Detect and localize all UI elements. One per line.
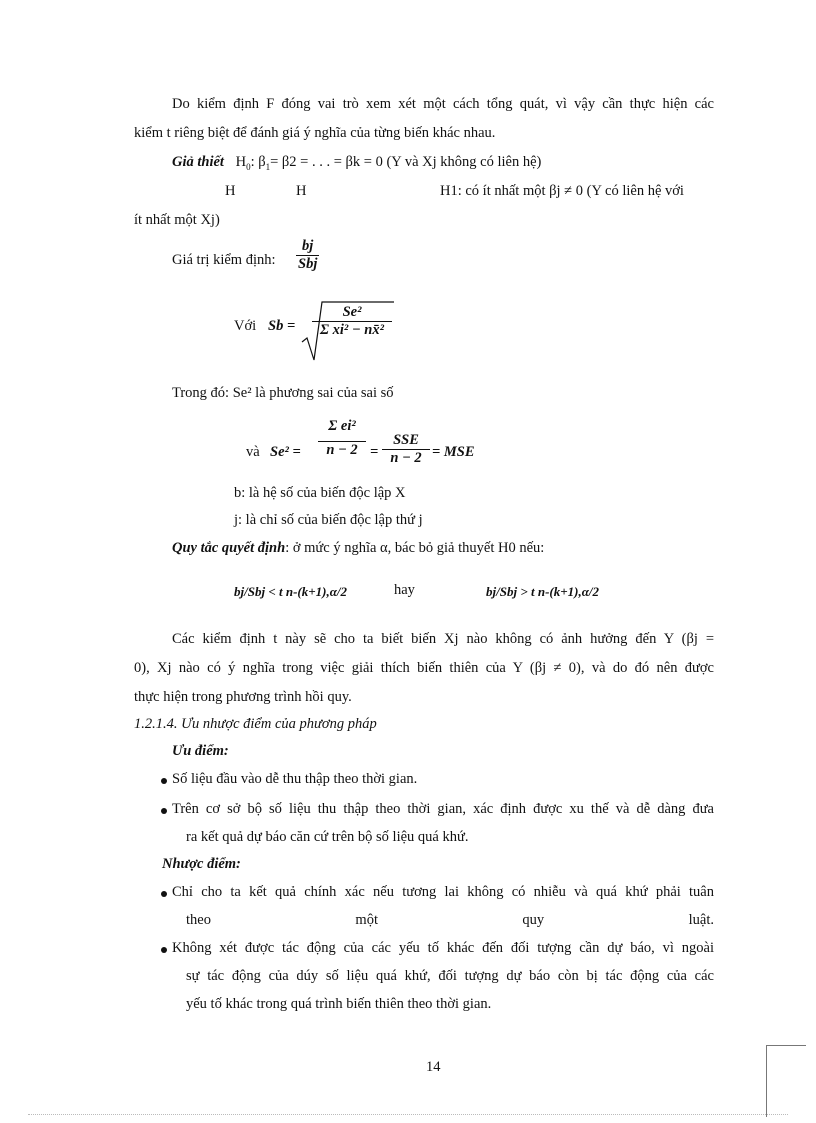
equals-sign: = (370, 444, 379, 460)
adv-item2-l1: Trên cơ sở bộ số liệu thu thập theo thời gian, xác định được xu thế và dễ dàng đưa (172, 801, 714, 817)
test-value-fraction (296, 238, 319, 273)
section-heading: 1.2.1.4. Ưu nhược điểm của phương pháp (134, 716, 377, 732)
dis-item2-l1: Không xét được tác động của các yếu tố khác đến đối tượng cần dự báo, vì ngoài (172, 940, 714, 956)
h0-text: = β2 = . . . = βk = 0 (Y và Xj không có liên hệ) (270, 154, 542, 170)
se-rhs: = MSE (432, 444, 475, 460)
page-bottom-border (28, 1114, 788, 1115)
test-den: Sbj (298, 256, 318, 272)
dis-item1-l1: Chỉ cho ta kết quả chính xác nếu tương lai không có nhiễu và quá khứ phải tuân (172, 884, 714, 900)
se-f2-num: SSE (393, 432, 419, 448)
sb-lhs: Sb = (268, 318, 296, 334)
bullet-icon (161, 778, 167, 784)
h-b: H (296, 183, 307, 199)
rule-text: : ở mức ý nghĩa α, bác bỏ giả thuyết H0 nếu: (285, 540, 545, 556)
se-f1-den: n − 2 (318, 441, 366, 459)
sb-num: Se² (342, 304, 362, 320)
para1-line2: kiểm t riêng biệt để đánh giá ý nghĩa của từng biến khác nhau. (134, 125, 496, 141)
def-j: j: là chỉ số của biến độc lập thứ j (234, 512, 423, 528)
test-value-label: Giá trị kiểm định: (172, 252, 276, 268)
sb-den: Σ xi² − nx̄² (312, 321, 392, 339)
h-a: H (225, 183, 236, 199)
corner-mark (766, 1045, 767, 1117)
def-b: b: là hệ số của biến độc lập X (234, 485, 406, 501)
rule-left: bj/Sbj < t n-(k+1),α/2 (234, 584, 348, 599)
se-f2-den: n − 2 (382, 449, 430, 467)
se-label: và (246, 444, 260, 460)
bullet-icon (161, 947, 167, 953)
corner-mark (766, 1045, 806, 1046)
para2-line2: 0), Xj nào có ý nghĩa trong việc giải thích biến thiên của Y (βj ≠ 0), và do đó nên được (134, 660, 714, 676)
para2-line3: thực hiện trong phương trình hồi quy. (134, 689, 352, 705)
dis-item2-l2: sự tác động của dúy số liệu quá khứ, đối tượng dự báo còn bị tác động của các (186, 968, 714, 984)
bullet-icon (161, 808, 167, 814)
rule-label: Quy tắc quyết định (172, 540, 286, 556)
hypothesis-label: Giả thiết (172, 154, 224, 170)
se-f1-num: Σ ei² (328, 418, 356, 434)
sb-fraction (312, 304, 392, 339)
h1-text: H1: có ít nhất một βj ≠ 0 (Y có liên hệ với (440, 183, 684, 199)
dis-item1-l2: theo một quy luật. (186, 912, 714, 928)
h1-cont: ít nhất một Xj) (134, 212, 220, 228)
rule-right: bj/Sbj > t n-(k+1),α/2 (486, 584, 600, 599)
sb-label: Với (234, 318, 257, 334)
rule-line (172, 540, 544, 557)
page-number: 14 (426, 1059, 441, 1075)
se-fraction-1 (318, 418, 366, 459)
adv-item2-l2: ra kết quả dự báo căn cứ trên bộ số liệu quá khứ. (186, 829, 469, 845)
bullet-icon (161, 891, 167, 897)
dis-item2-l3: yếu tố khác trong quá trình biến thiên theo thời gian. (186, 996, 492, 1012)
se-fraction-2 (382, 432, 430, 467)
test-num: bj (302, 238, 314, 254)
trong-do-text: Trong đó: Se² là phương sai của sai số (172, 385, 394, 401)
rule-hay: hay (394, 582, 415, 598)
adv-item1: Số liệu đầu vào dễ thu thập theo thời gian. (172, 771, 418, 787)
advantages-heading: Ưu điểm: (172, 743, 229, 759)
se-lhs: Se² = (270, 444, 301, 460)
para1-line1: Do kiểm định F đóng vai trò xem xét một cách tổng quát, vì vậy cần thực hiện các (172, 96, 714, 112)
hypothesis-line: Giả thiết $H_0$: $\beta_1= \beta 2$ = . . . = βk = 0 (Y và Xj không có liên hệ) (172, 154, 542, 172)
para2-line1: Các kiểm định t này sẽ cho ta biết biến Xj nào không có ảnh hưởng đến Y (βj = (172, 631, 714, 647)
disadvantages-heading: Nhược điểm: (162, 856, 241, 872)
